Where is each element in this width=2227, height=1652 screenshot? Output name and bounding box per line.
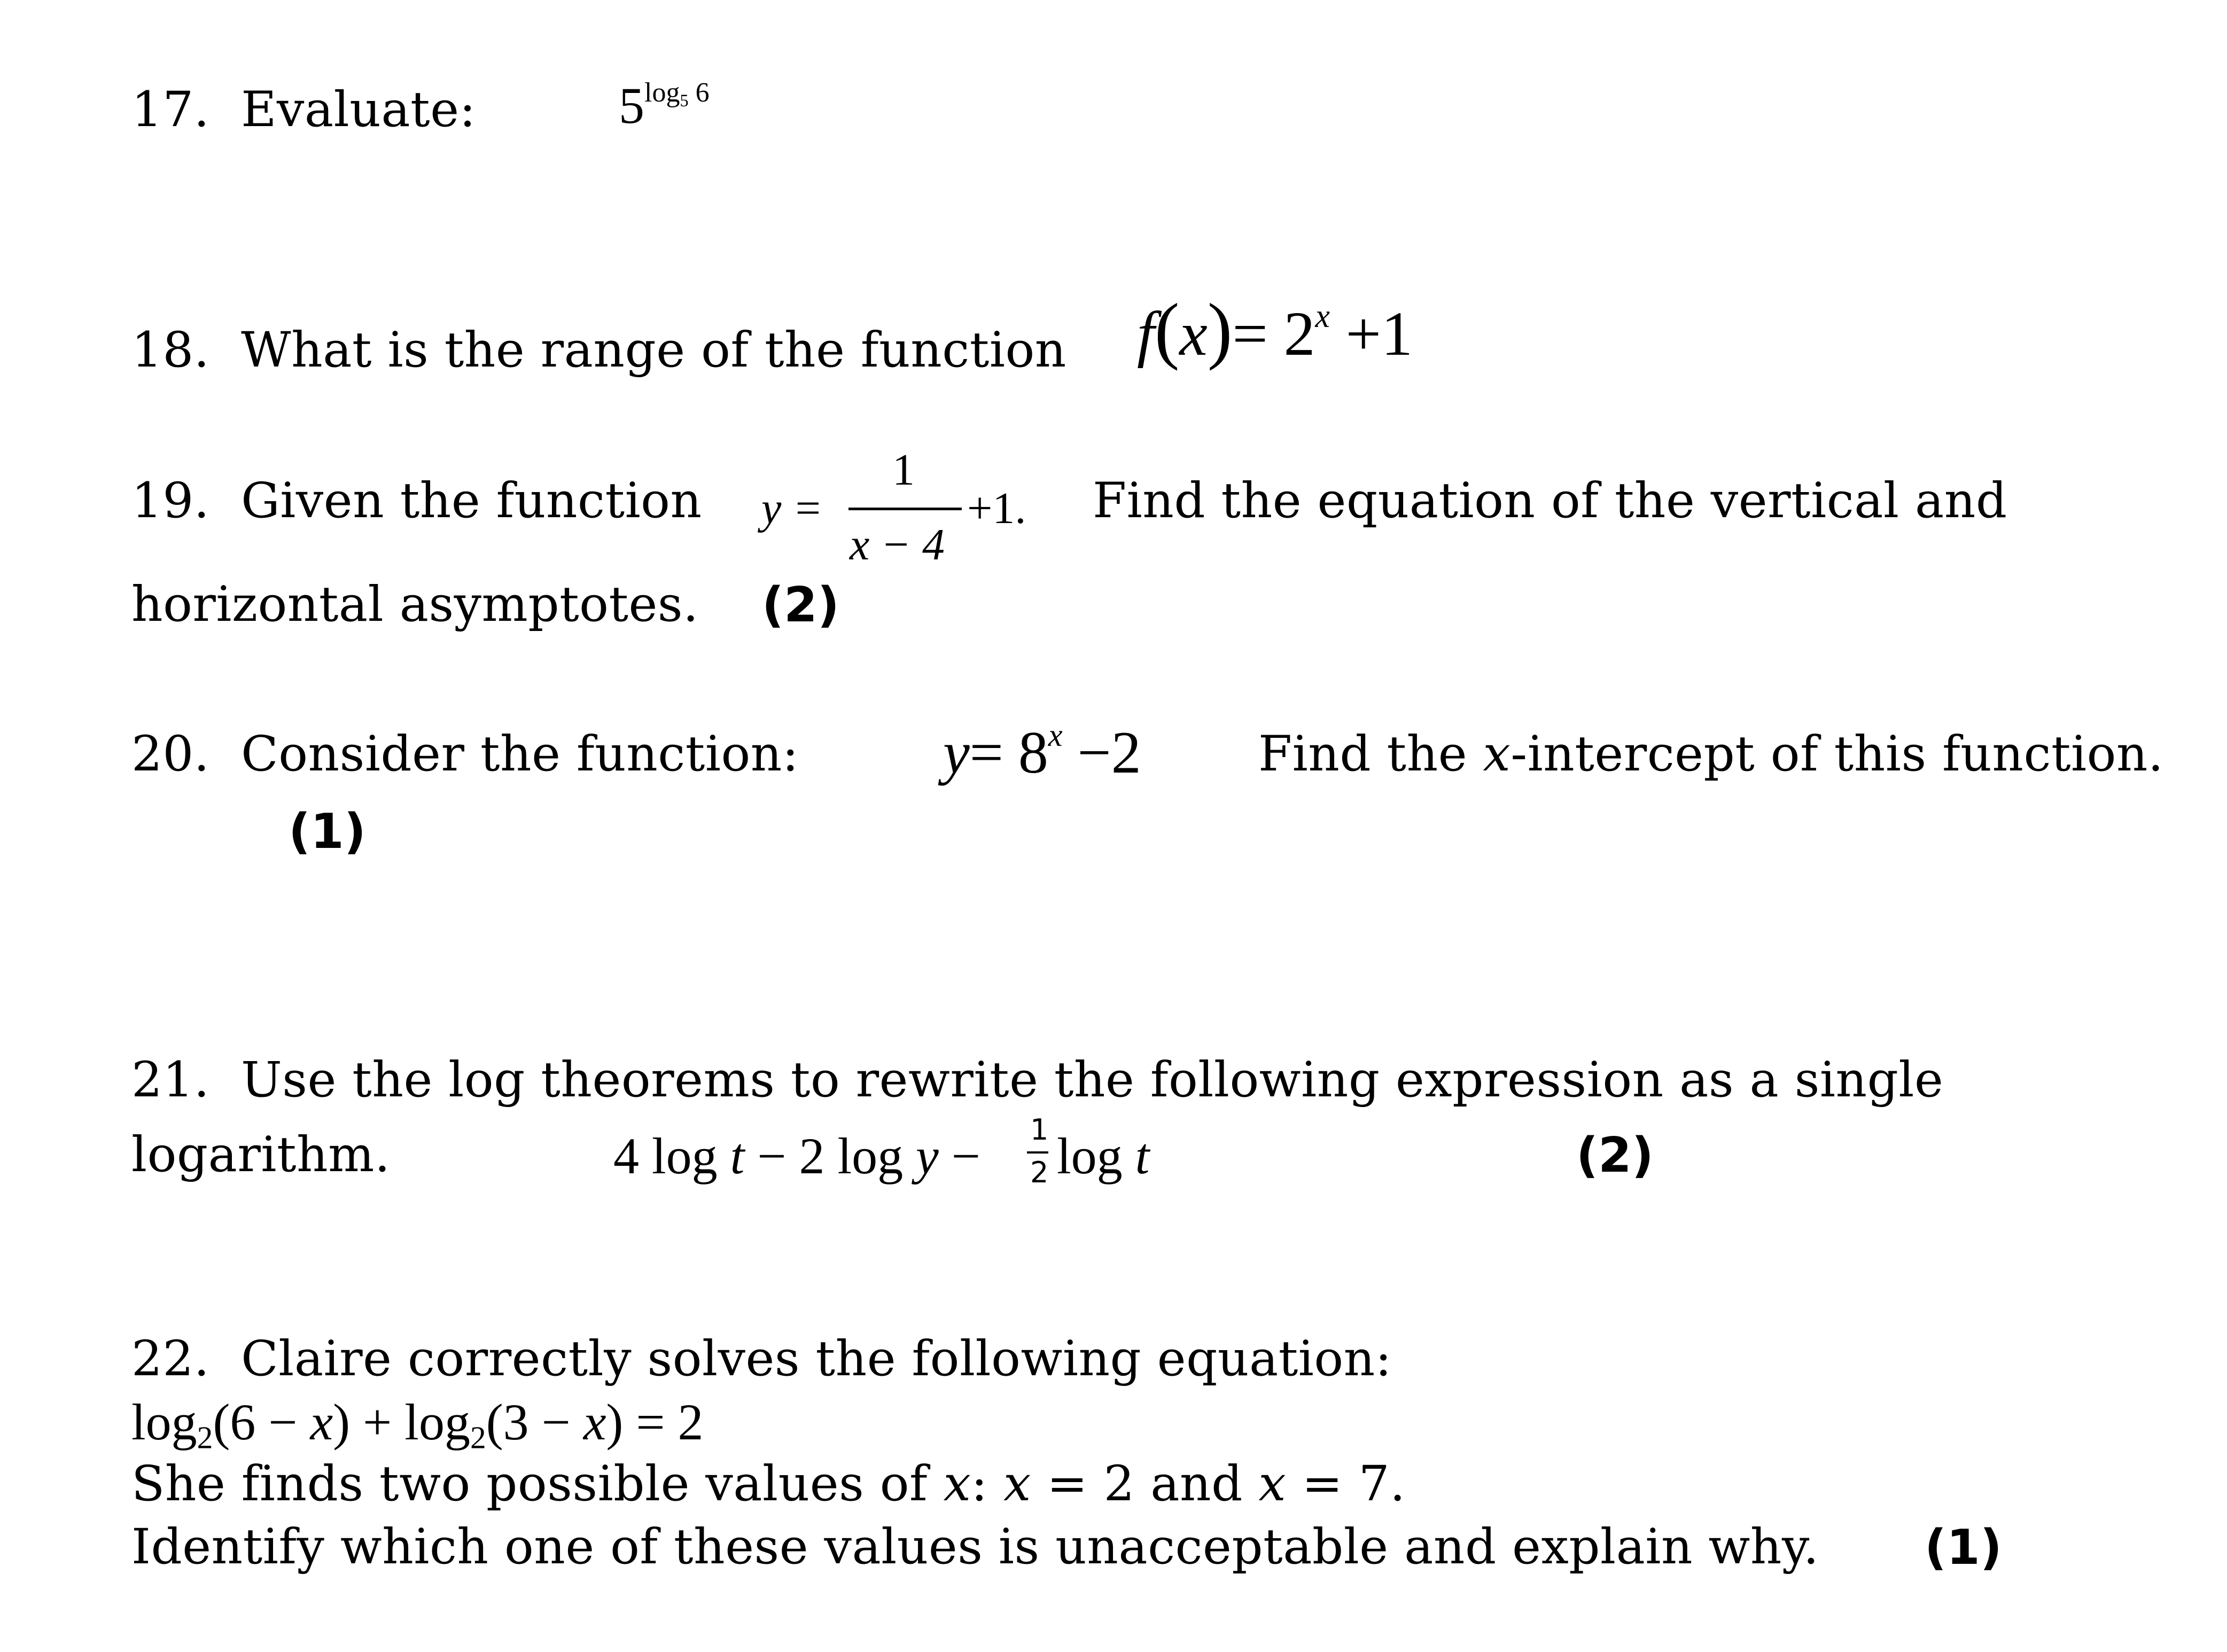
question-19 bbox=[131, 473, 702, 529]
question-18 bbox=[131, 322, 1066, 378]
question-18-number: 18. bbox=[131, 322, 210, 378]
question-21 bbox=[131, 1052, 1944, 1108]
q19-numerator: 1 bbox=[892, 445, 915, 495]
question-19-text-cont: Find the equation of the vertical and bbox=[1093, 473, 2007, 529]
q22-equation: $\log_2(6 - x) + \log_2(3 - x) = 2$ bbox=[131, 1393, 704, 1455]
question-20-number: 20. bbox=[131, 726, 210, 782]
question-20 bbox=[131, 726, 799, 782]
question-22-number: 22. bbox=[131, 1331, 210, 1387]
q18-expression: $f(x)= 2^x +1$ bbox=[1137, 289, 1413, 371]
q17-expression: $5^{log_5 6}$ bbox=[619, 77, 710, 134]
question-22-text: Claire correctly solves the following equation: bbox=[241, 1331, 1392, 1387]
q19-plus-one: +1. bbox=[967, 484, 1026, 533]
question-19-number: 19. bbox=[131, 473, 210, 529]
q21-half-numerator: 1 bbox=[1030, 1113, 1049, 1147]
question-19-line2: horizontal asymptotes. bbox=[131, 576, 699, 633]
q19-denominator: x − 4 bbox=[850, 520, 945, 570]
question-22-marks: (1) bbox=[1925, 1519, 2002, 1576]
question-21-text: Use the log theorems to rewrite the following expression as a single bbox=[241, 1052, 1944, 1108]
question-20-text-cont: Find the x-intercept of this function. bbox=[1258, 726, 2164, 782]
question-21-number: 21. bbox=[131, 1052, 210, 1108]
question-20-text: Consider the function: bbox=[241, 726, 799, 782]
question-22-line4: Identify which one of these values is unacceptable and explain why. bbox=[131, 1519, 1819, 1575]
question-19-text: Given the function bbox=[241, 473, 702, 529]
question-21-marks: (2) bbox=[1576, 1127, 1654, 1183]
q20-expression: $y= 8^x -2$ bbox=[943, 718, 1141, 786]
question-17-text: Evaluate: bbox=[241, 82, 476, 138]
q21-half-bar bbox=[1027, 1151, 1048, 1154]
question-18-text: What is the range of the function bbox=[241, 322, 1066, 378]
question-22 bbox=[131, 1331, 1392, 1387]
q21-expression: 4 log t − 2 log y − bbox=[613, 1127, 980, 1185]
q19-fraction-bar bbox=[848, 508, 962, 510]
question-17 bbox=[131, 82, 476, 138]
q19-y-equals: y = bbox=[761, 484, 823, 533]
question-22-line3: She finds two possible values of x: x = 2 and x = 7. bbox=[131, 1456, 1406, 1512]
question-19-marks: (2) bbox=[762, 577, 839, 633]
question-17-number: 17. bbox=[131, 82, 210, 138]
q21-half-denominator: 2 bbox=[1030, 1156, 1049, 1189]
question-21-line2: logarithm. bbox=[131, 1127, 391, 1183]
q21-expression-end: log t bbox=[1057, 1127, 1150, 1185]
question-20-marks: (1) bbox=[289, 804, 366, 860]
